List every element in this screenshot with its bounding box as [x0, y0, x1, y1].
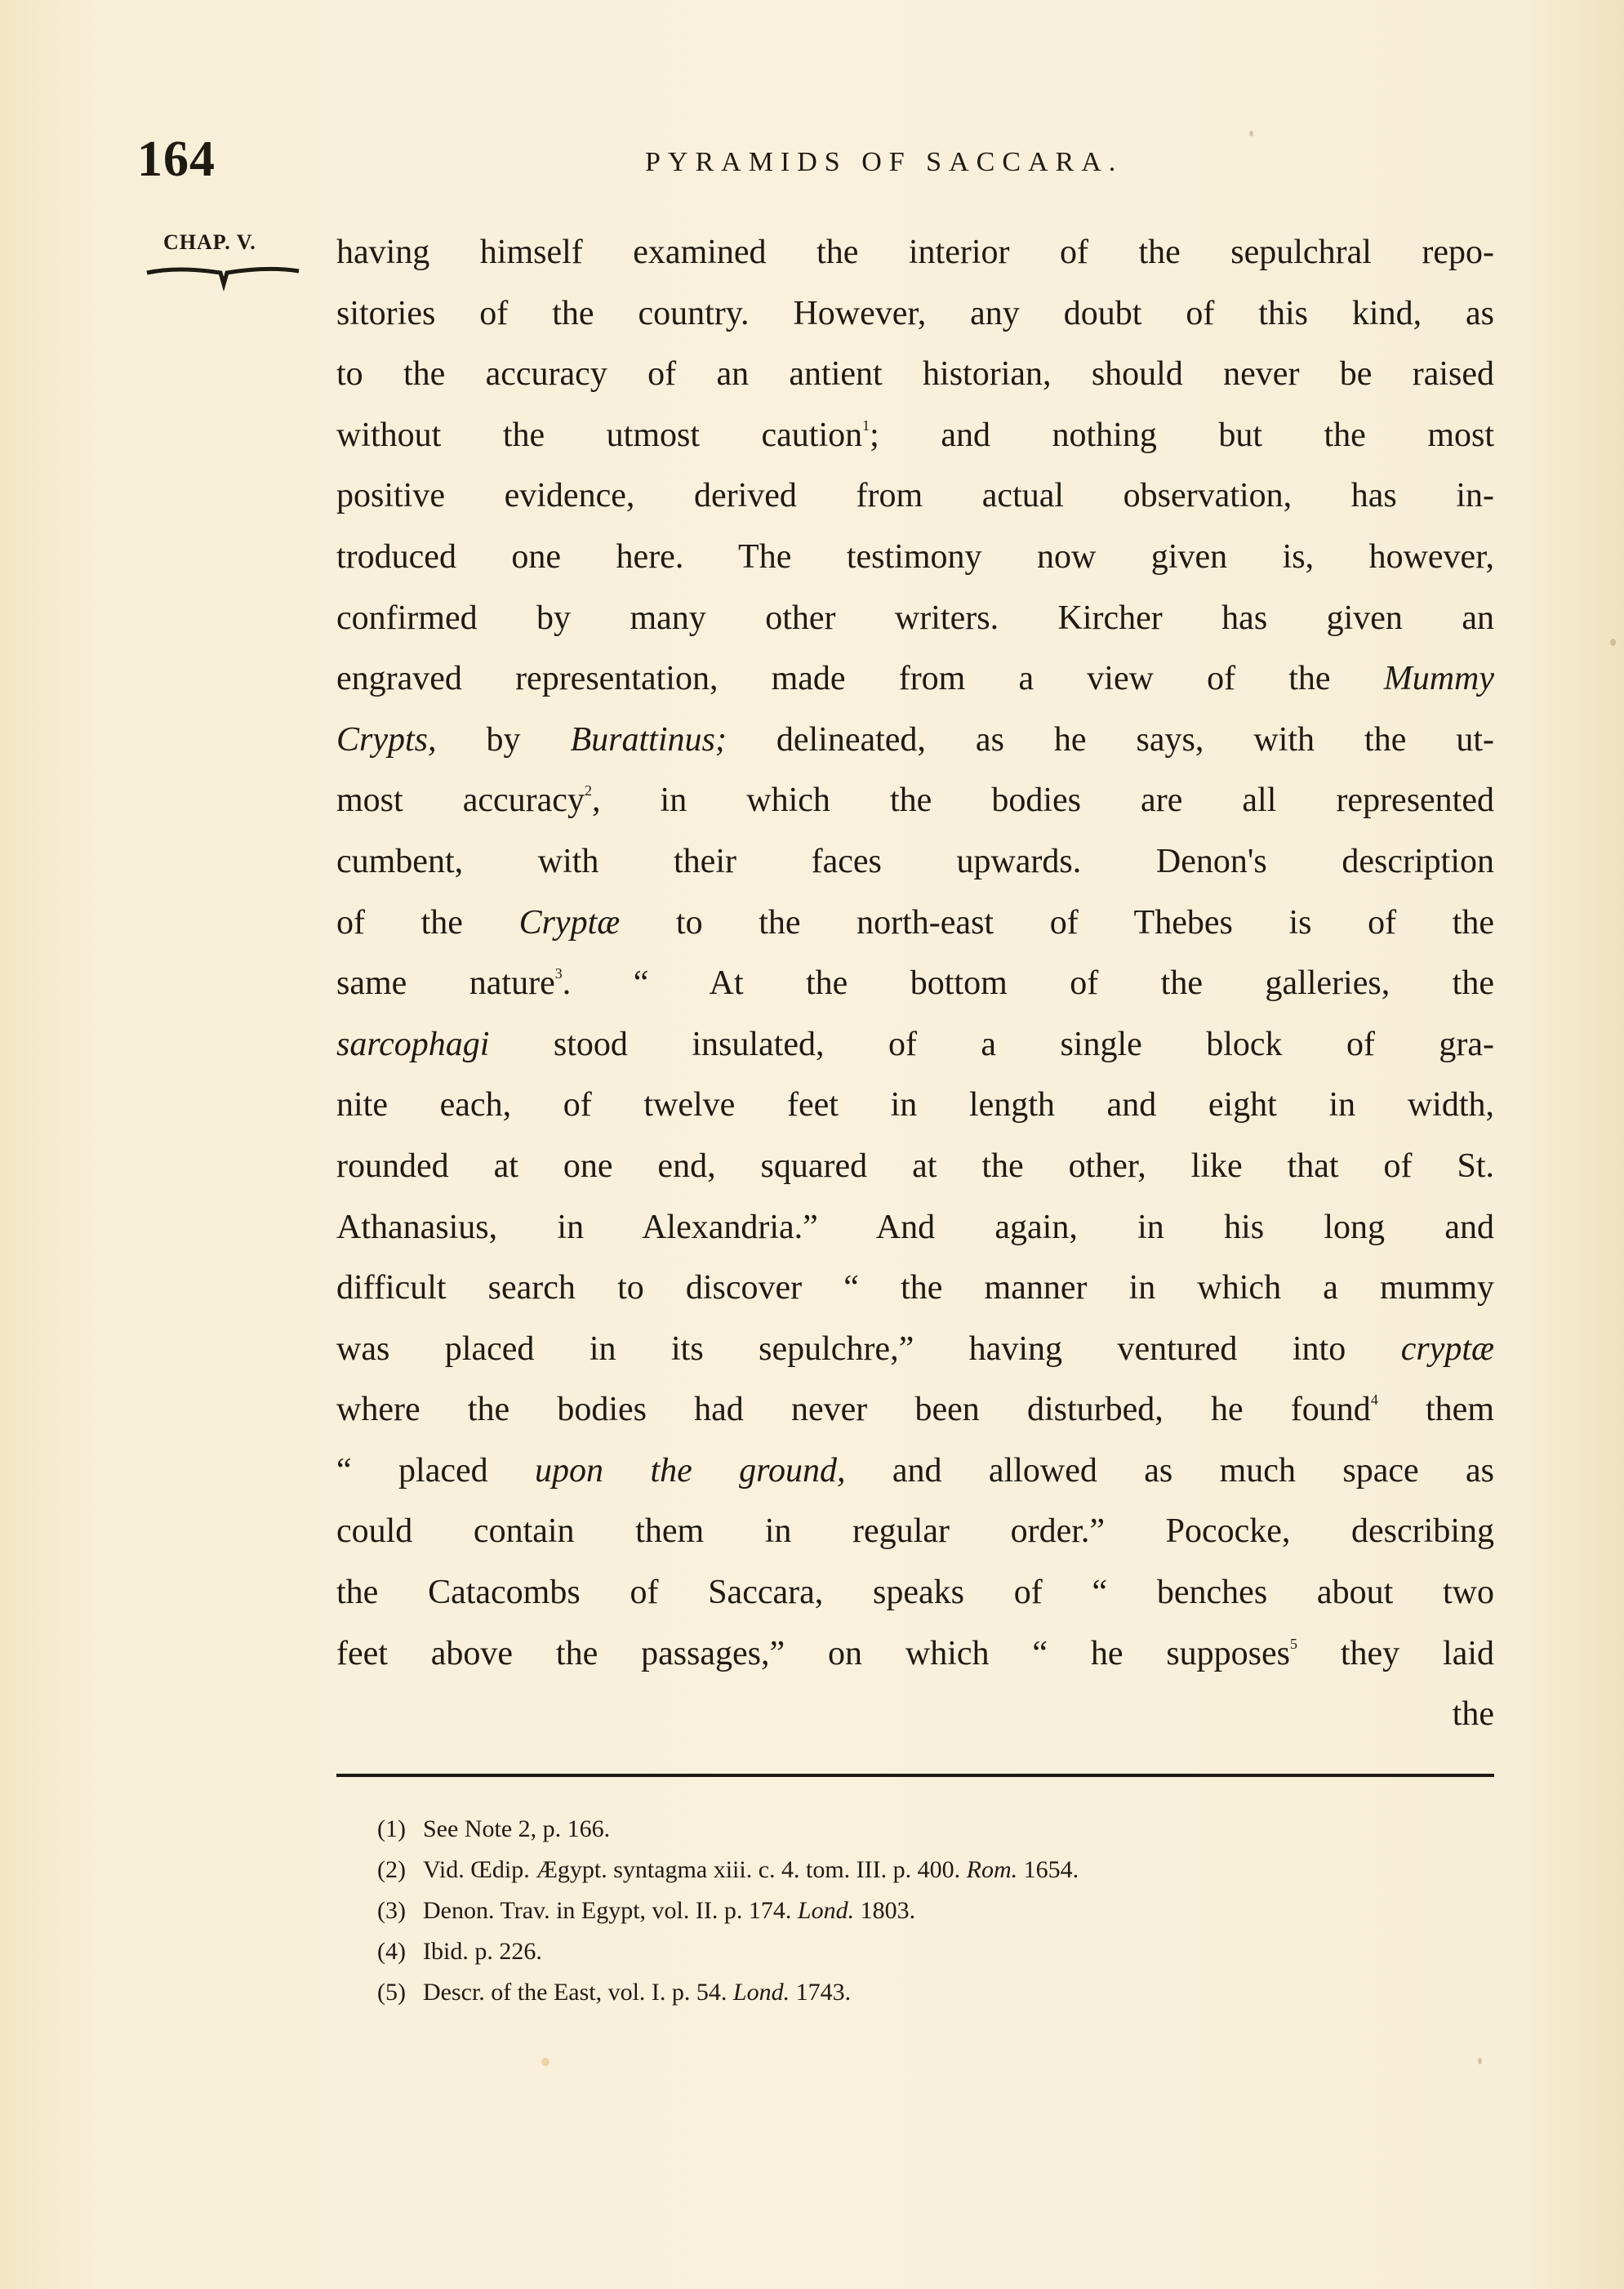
text-line: Athanasius, in Alexandria.” And again, in his long and	[336, 1208, 1494, 1246]
text-line: difficult search to discover “ the manner in which a mummy	[336, 1269, 1494, 1307]
chapter-margin-note: CHAP. V.	[163, 230, 256, 254]
page-number: 164	[137, 131, 216, 187]
footnote-year: 1654.	[1023, 1856, 1079, 1883]
text-line: sitories of the country. However, any doubt of this kind, as	[336, 294, 1494, 332]
footnote-year: 1743.	[795, 1979, 852, 2006]
footnote-number: (4)	[377, 1938, 406, 1965]
footnote-ref: 1	[862, 416, 870, 434]
foxing-spot	[1249, 131, 1253, 136]
footnote	[377, 1931, 1439, 1972]
text-line: confirmed by many other writers. Kircher has given an	[336, 599, 1494, 637]
text-line: Crypts, by Burattinus; delineated, as he says, with the ut-	[336, 720, 1495, 759]
text-line: nite each, of twelve feet in length and eight in width,	[336, 1086, 1494, 1124]
margin-brace-ornament	[145, 260, 300, 292]
text-line: positive evidence, derived from actual observation, has in-	[336, 477, 1494, 515]
text-line: sarcophagi stood insulated, of a single block of gra-	[336, 1025, 1495, 1063]
footnote-text: Vid. Œdip. Ægypt. syntagma xiii. c. 4. tom. III. p. 400.	[423, 1856, 961, 1883]
text-line: of the Cryptæ to the north-east of Thebes is of the	[336, 903, 1495, 942]
text-line: engraved representation, made from a view of the Mummy	[336, 660, 1494, 698]
foxing-spot	[541, 2058, 549, 2066]
footnote-text: See Note 2, p. 166.	[423, 1815, 611, 1842]
footnote-text: Denon. Trav. in Egypt, vol. II. p. 174.	[423, 1897, 792, 1924]
footnote-text: Ibid. p. 226.	[423, 1938, 542, 1965]
body-text	[336, 222, 1494, 1745]
running-head: PYRAMIDS OF SACCARA.	[645, 147, 1123, 177]
text-line: could contain them in regular order.” Pococke, describing	[336, 1512, 1494, 1551]
text-line: feet above the passages,” on which “ he supposes$^5$ they laid	[336, 1634, 1495, 1672]
footnote-divider	[336, 1774, 1494, 1777]
footnote-number: (3)	[377, 1897, 406, 1924]
footnote	[377, 1972, 1439, 2013]
text-line: troduced one here. The testimony now given is, however,	[336, 537, 1494, 576]
footnote-ref: 4	[1370, 1392, 1378, 1409]
footnote-place: Rom.	[966, 1856, 1018, 1883]
footnote	[377, 1809, 1439, 1850]
text-line: same nature$^3$. “ At the bottom of the galleries, the	[336, 964, 1494, 1003]
text-line: having himself examined the interior of the sepulchral repo-	[336, 234, 1494, 271]
footnote-place: Lond.	[732, 1979, 790, 2006]
footnote-text: Descr. of the East, vol. I. p. 54.	[423, 1979, 727, 2006]
text-line: rounded at one end, squared at the other, like that of St.	[336, 1147, 1494, 1185]
footnote-year: 1803.	[860, 1897, 916, 1924]
text-line: most accuracy$^2$, in which the bodies are all represented	[336, 782, 1494, 820]
footnotes	[377, 1809, 1439, 2013]
foxing-spot	[1478, 2058, 1482, 2064]
footnote-ref: 5	[1290, 1635, 1298, 1652]
text-line: was placed in its sepulchre,” having ventured into cryptæ	[336, 1329, 1495, 1368]
text-line: without the utmost caution$^1$; and nothing but the most	[336, 416, 1495, 454]
footnote-place: Lond.	[797, 1897, 855, 1924]
footnote-number: (2)	[377, 1856, 406, 1883]
footnote-number: (5)	[377, 1979, 406, 2006]
text-line: to the accuracy of an antient historian, should never be raised	[336, 355, 1494, 394]
footnote-ref: 2	[584, 782, 592, 799]
foxing-spot	[1610, 639, 1616, 646]
text-line: the Catacombs of Saccara, speaks of “ benches about two	[336, 1574, 1494, 1612]
footnote	[377, 1850, 1439, 1890]
text-line: where the bodies had never been disturbed, he found$^4$ them	[336, 1391, 1494, 1429]
footnote-number: (1)	[377, 1815, 406, 1842]
catchword: the	[1452, 1695, 1494, 1734]
text-line: “ placed upon the ground, and allowed as much space as	[336, 1451, 1494, 1490]
footnote-ref: 3	[554, 965, 563, 982]
text-line: cumbent, with their faces upwards. Denon's description	[336, 842, 1494, 880]
footnote	[377, 1890, 1439, 1931]
